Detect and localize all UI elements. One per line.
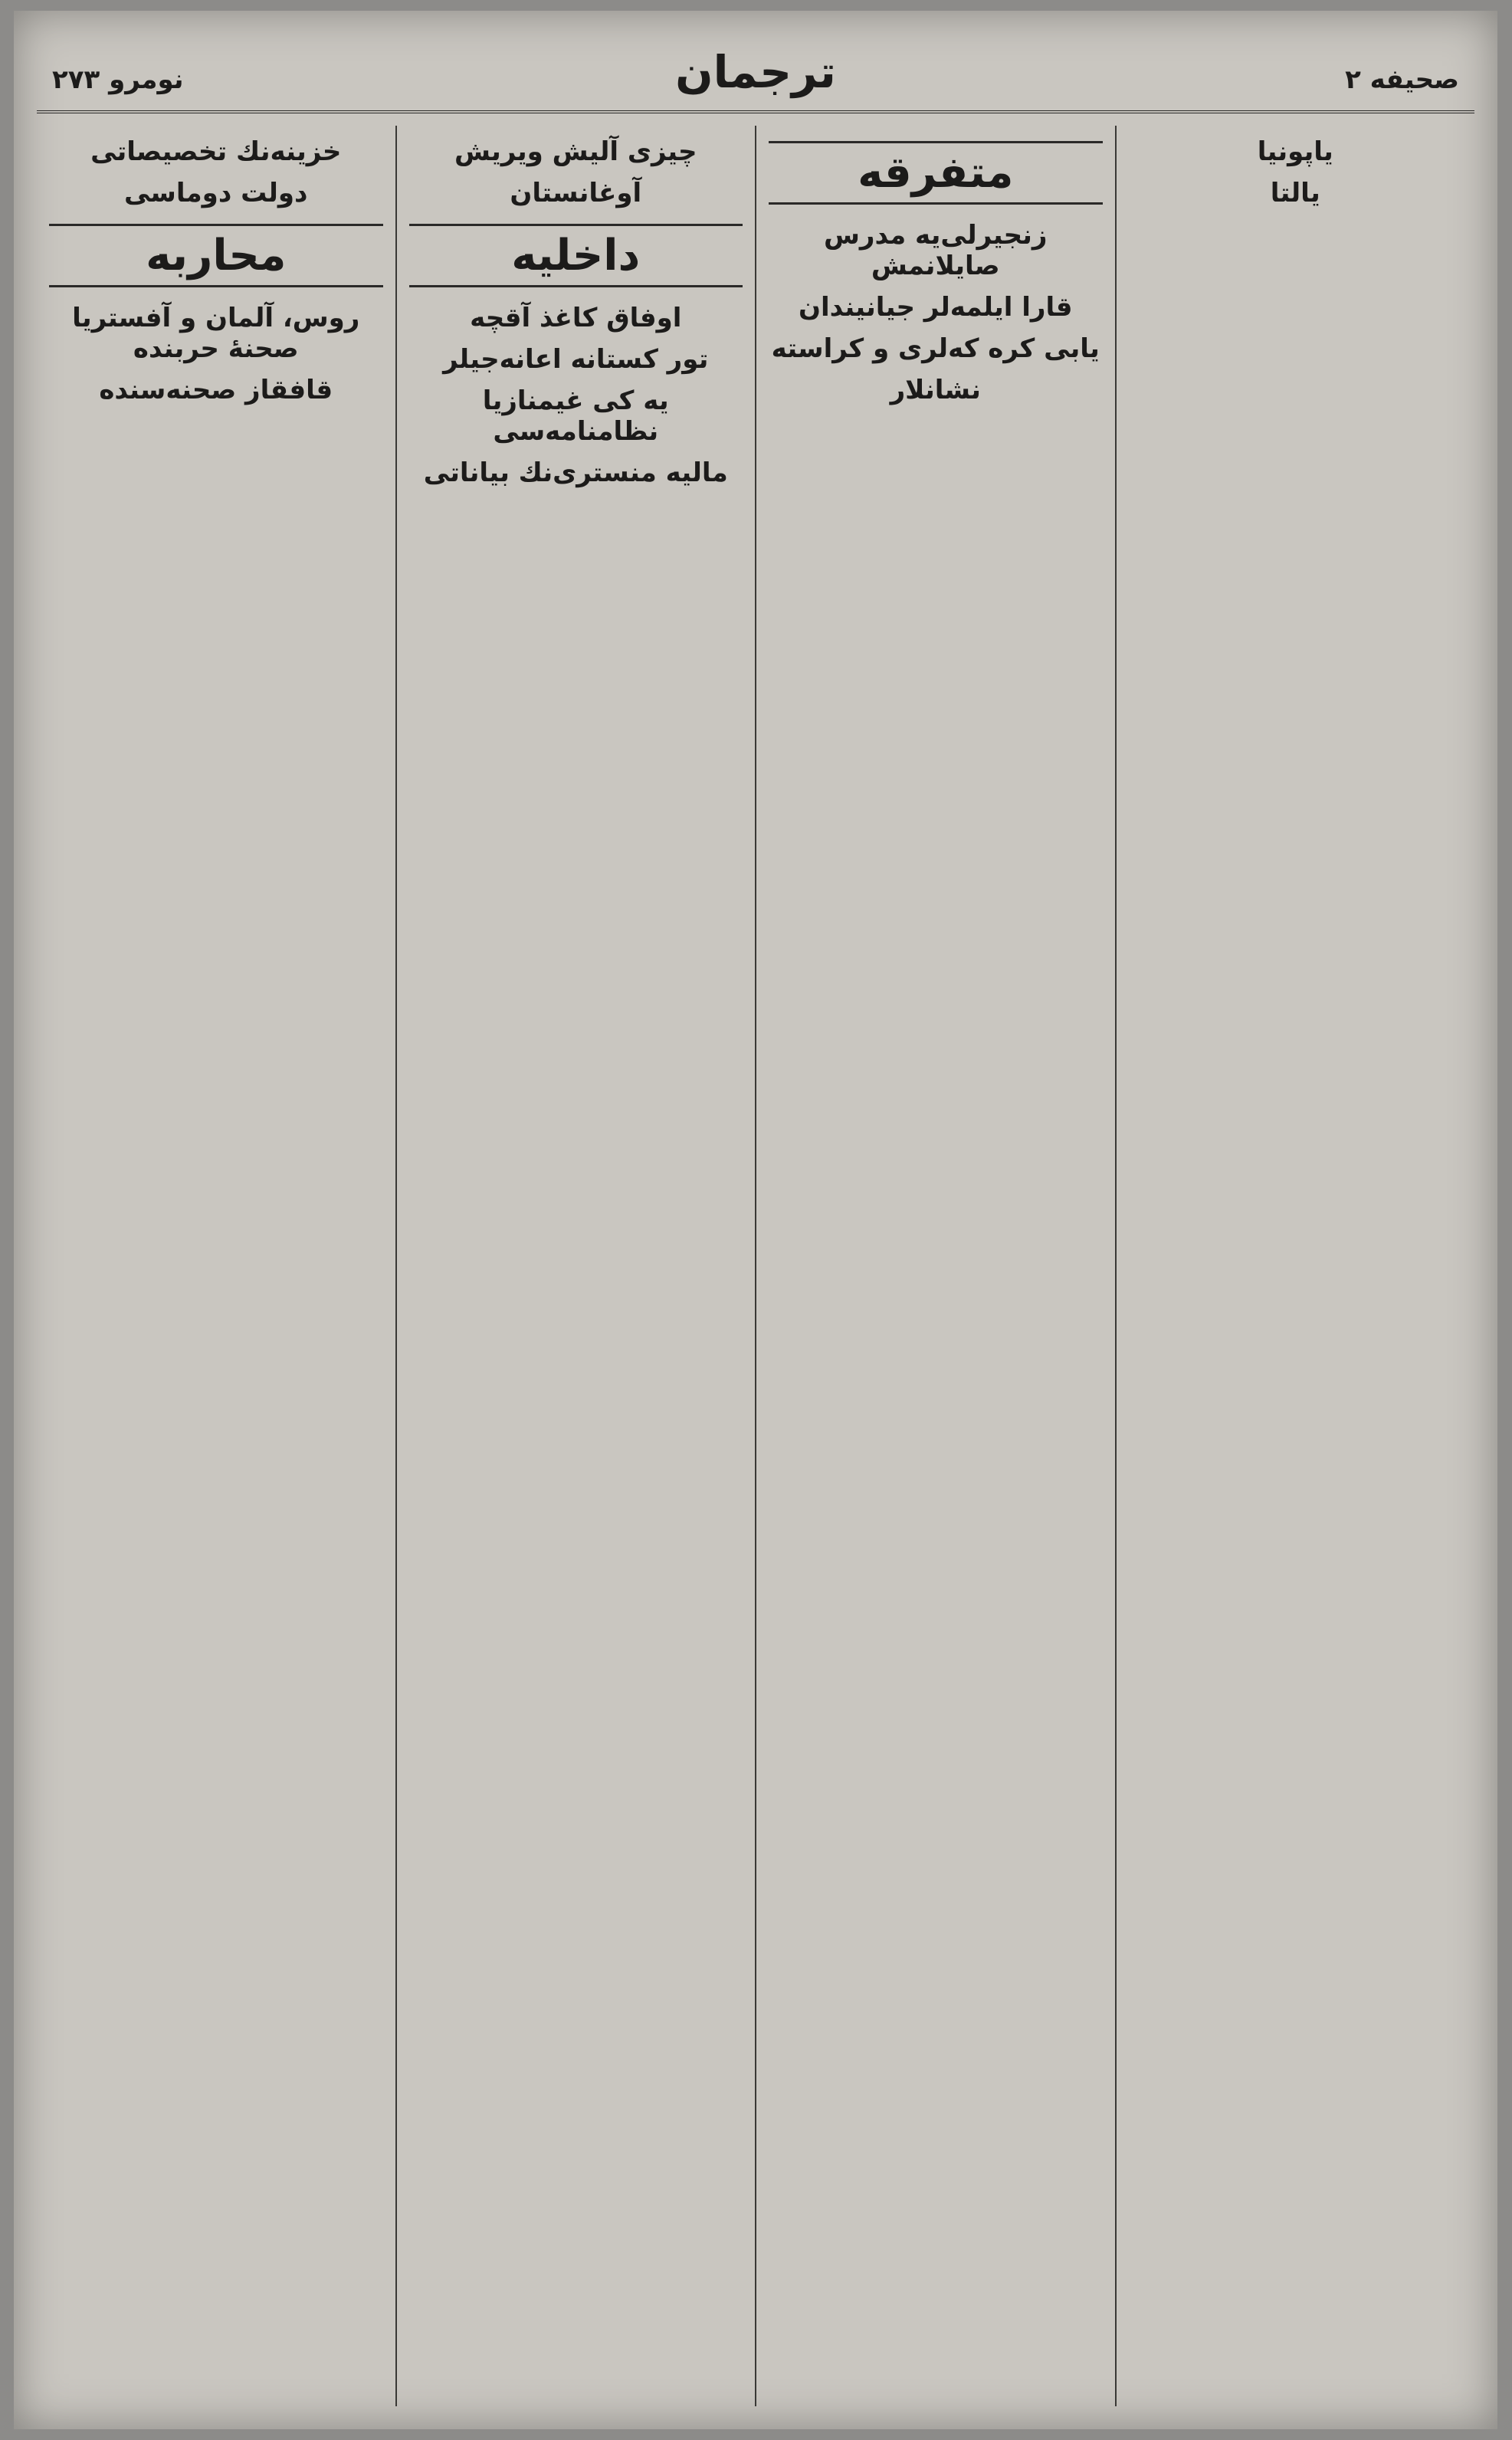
headline: دولت دوماسی <box>124 178 308 208</box>
headline: نشانلار <box>890 375 981 405</box>
column-2 <box>755 126 1115 2406</box>
issue-number: نومرو ۲۷۳ <box>52 64 184 95</box>
headline: آوغانستان <box>510 178 642 208</box>
headline: روس، آلمان و آفستریا صحنهٔ حربنده <box>72 303 360 364</box>
headline: زنجیرلی‌یه مدرس صایلانمش <box>824 220 1048 281</box>
column-1 <box>1115 126 1475 2406</box>
newspaper-page <box>14 11 1497 2429</box>
headline: قارا ایلمه‌لر جیانیندان <box>798 292 1073 323</box>
columns <box>37 126 1474 2406</box>
section-title: داخلیه <box>409 224 743 287</box>
masthead <box>37 41 1474 113</box>
headline: یالتا <box>1270 178 1320 208</box>
headline: مالیه منستری‌نك بیاناتی <box>423 458 728 488</box>
headline: یه کی غیمنازیا نظامنامه‌سی <box>482 385 669 447</box>
headline: تور کستانه اعانه‌جیلر <box>443 344 709 375</box>
newspaper-title: ترجمان <box>675 46 836 98</box>
headline: یابی کره که‌لری و کراسته <box>771 333 1100 364</box>
headline: یاپونیا <box>1257 136 1333 167</box>
column-4 <box>37 126 395 2406</box>
headline: چیزی آلیش ویریش <box>454 136 697 167</box>
section-title: متفرقه <box>769 141 1103 205</box>
headline: قافقاز صحنه‌سنده <box>99 375 333 405</box>
column-3 <box>395 126 756 2406</box>
headline: خزینه‌نك تخصیصاتی <box>90 136 342 167</box>
section-title: محاربه <box>49 224 383 287</box>
page-number: صحیفه ۲ <box>1345 64 1459 95</box>
headline: اوفاق کاغذ آقچه <box>470 303 682 333</box>
